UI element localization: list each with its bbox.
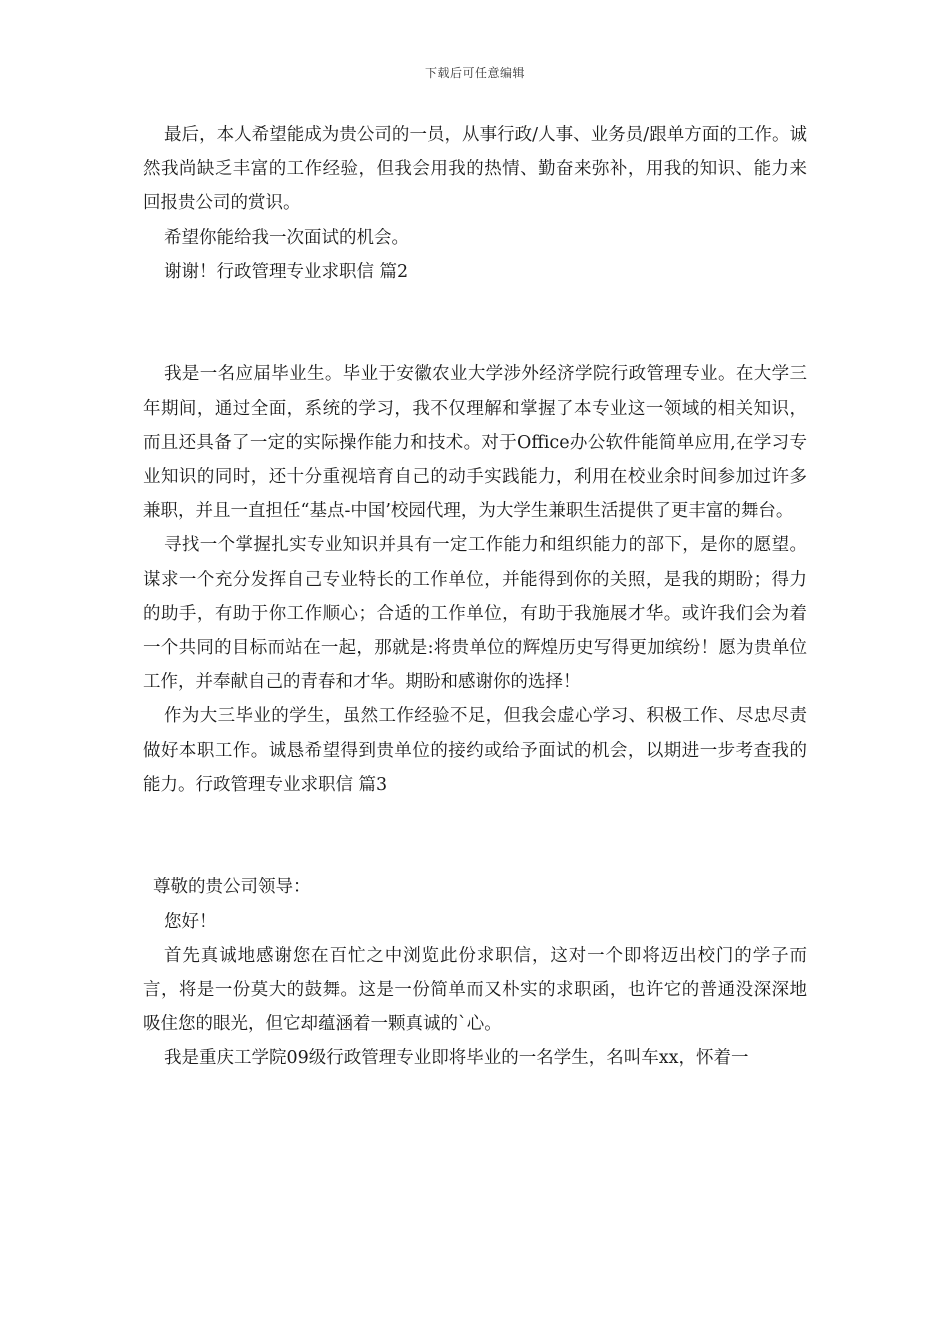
paragraph-aspiration: 寻找一个掌握扎实专业知识并具有一定工作能力和组织能力的部下，是你的愿望。谋求一个充分发挥自己专业特长的工作单位，并能得到你的关照，是我的期盼；得力的助手，有助于你工作顺心；合适的工作单位，有助于我施展才华。或许我们会为着一个共同的目标而站在一起，那就是:将贵单位的辉煌历史写得更加缤纷！愿为贵单位工作，并奉献自己的青春和才华。期盼和感谢你的选择！ [143, 535, 807, 693]
paragraph-closing: 最后，本人希望能成为贵公司的一员，从事行政/人事、业务员/跟单方面的工作。诚然我尚缺乏丰富的工作经验，但我会用我的热情、勤奋来弥补，用我的知识、能力来回报贵公司的赏识。 [143, 125, 807, 214]
salutation: 尊敬的贵公司领导： [153, 877, 311, 898]
paragraph-gratitude: 首先真诚地感谢您在百忙之中浏览此份求职信，这对一个即将迈出校门的学子而言，将是一份莫大的鼓舞。这是一份简单而又朴实的求职函，也许它的普通没深深地吸住您的眼光，但它却蕴涵着一颗真诚的`心。 [143, 945, 807, 1035]
section-spacer [143, 802, 807, 870]
paragraph-interview-request: 希望你能给我一次面试的机会。 [164, 227, 409, 248]
section-spacer [143, 289, 807, 357]
paragraph-thanks-section-2: 谢谢！行政管理专业求职信 篇2 [164, 261, 409, 282]
page-header: 下载后可任意编辑 [424, 66, 525, 80]
greeting: 您好！ [164, 911, 217, 932]
paragraph-commitment-section-3: 作为大三毕业的学生，虽然工作经验不足，但我会虚心学习、积极工作、尽忠尽责做好本职工作。诚恳希望得到贵单位的接约或给予面试的机会，以期进一步考查我的能力。行政管理专业求职信 篇3 [143, 706, 807, 795]
paragraph-introduction: 我是一名应届毕业生。毕业于安徽农业大学涉外经济学院行政管理专业。在大学三年期间，通过全面，系统的学习，我不仅理解和掌握了本专业这一领域的相关知识，而且还具备了一定的实际操作能力和技术。对于Office办公软件能简单应用,在学习专业知识的同时，还十分重视培育自己的动手实践能力，利用在校业余时间参加过许多兼职，并且一直担任“基点-中国’校园代理，为大学生兼职生活提供了更丰富的舞台。 [143, 364, 807, 522]
paragraph-self-introduction: 我是重庆工学院09级行政管理专业即将毕业的一名学生，名叫车xx，怀着一 [164, 1048, 749, 1069]
document-body [143, 118, 807, 1076]
